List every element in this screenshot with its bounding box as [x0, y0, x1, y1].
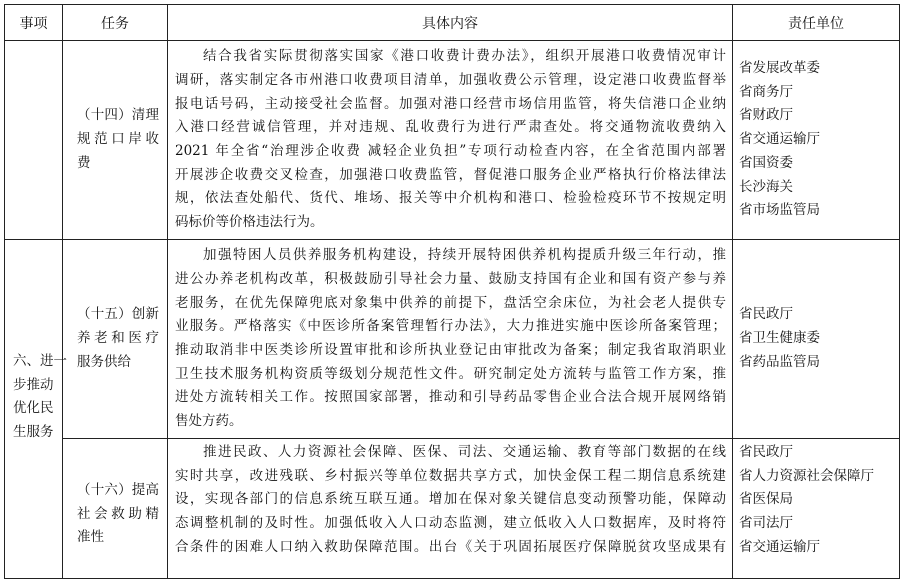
text-line: 省人力资源社会保障厅: [739, 467, 874, 484]
text-line: 优化民: [13, 400, 54, 417]
text-line: 长沙海关: [739, 178, 793, 195]
text-line: 售处方药。: [175, 413, 243, 430]
text-line: 报电话号码，主动接受社会监督。加强对港口经营市场信用监管，将失信港口企业纳: [175, 95, 726, 112]
text-line: 省卫生健康委: [739, 330, 820, 347]
text-line: 推进民政、人力资源社会保障、医保、司法、交通运输、教育等部门数据的在线: [203, 444, 726, 460]
text-line: 结合我省实际贯彻落实国家《港口收费计费办法》，组织开展港口收费情况审计: [203, 48, 726, 65]
text-line: 社会救助精: [77, 505, 159, 522]
text-line: 费: [77, 154, 91, 171]
table-row: [5, 240, 900, 439]
text-line: 加强特困人员供养服务机构建设，持续开展特困供养机构提质升级三年行动，推: [203, 247, 726, 264]
responsible-unit-cell: [733, 439, 900, 579]
text-line: 进处方流转相关工作。按照国家部署，推动和引导药品零售企业合法合规开展网络销: [175, 389, 726, 406]
text-line: 准性: [77, 529, 104, 546]
text-line: （十六）提高: [77, 482, 159, 498]
text-line: 开展涉企收费交叉检查，加强港口收费监管，督促港口服务企业严格执行价格法律法: [175, 166, 726, 183]
text-line: 实时共享，改进残联、乡村振兴等单位数据共享方式，加快金保工程二期信息系统建: [175, 467, 726, 484]
text-line: 业服务。严格落实《中医诊所备案管理暂行办法》，大力推进实施中医诊所备案管理；: [175, 318, 726, 335]
text-line: 调研，落实制定各市州港口收费项目清单，加强收费公示管理，设定港口收费监督举: [175, 71, 726, 88]
text-line: 省司法厅: [739, 515, 793, 532]
task-cell: [63, 439, 168, 579]
responsible-unit-cell: [733, 240, 900, 439]
text-line: 省民政厅: [739, 306, 793, 323]
text-line: 规范口岸收: [77, 131, 159, 148]
text-line: 六、进一: [13, 353, 67, 369]
header-row: [5, 5, 900, 41]
category-cell-empty: [5, 41, 63, 240]
task-cell: [63, 41, 168, 240]
header-item: 事项: [5, 5, 63, 41]
text-line: 省医保局: [739, 491, 793, 508]
text-line: 态调整机制的及时性。加强低收入人口动态监测，建立低收入人口数据库，及时将符: [175, 515, 726, 532]
category-cell: [5, 240, 67, 579]
text-line: 省交通运输厅: [739, 131, 820, 148]
header-content: 具体内容: [168, 5, 733, 41]
text-line: 省民政厅: [739, 444, 793, 460]
table-row: [5, 41, 900, 240]
text-line: 老服务，在优先保障兜底对象集中供养的前提下，盘活空余床位，为社会老人提供专: [175, 294, 726, 311]
text-line: 省商务厅: [739, 83, 793, 100]
text-line: 养老和医疗: [77, 330, 159, 347]
text-line: 合条件的困难人口纳入救助保障范围。出台《关于巩固拓展医疗保障脱贫攻坚成果有: [175, 538, 726, 555]
text-line: 步推动: [13, 376, 54, 393]
text-line: 省交通运输厅: [739, 538, 820, 555]
content-cell: [168, 240, 733, 439]
table-row: [5, 439, 900, 579]
content-cell: [168, 41, 733, 240]
text-line: 省发展改革委: [739, 60, 820, 77]
text-line: 省市场监管局: [739, 202, 820, 219]
text-line: 省财政厅: [739, 107, 793, 124]
text-line: 服务供给: [77, 353, 131, 370]
task-cell: [63, 240, 168, 439]
text-line: 2021 年全省“治理涉企收费 减轻企业负担”专项行动检查内容，在全省范围内部署: [175, 143, 726, 159]
text-line: 卫生技术服务机构资质等级划分规范性文件。研究制定处方流转与监管工作方案，推: [175, 365, 726, 382]
text-line: 进公办养老机构改革，积极鼓励引导社会力量、鼓励支持国有企业和国有资产参与养: [175, 270, 726, 287]
header-task: 任务: [63, 5, 168, 41]
policy-task-table: [4, 4, 900, 579]
content-cell: [168, 439, 733, 579]
text-line: 规，依法查处船代、货代、堆场、报关等中介机构和港口、检验检疫环节不按规定明: [175, 190, 726, 207]
text-line: 设，实现各部门的信息系统互联互通。增加在保对象关键信息变动预警功能，保障动: [175, 491, 726, 508]
text-line: 码标价等价格违法行为。: [175, 214, 324, 231]
responsible-unit-cell: [733, 41, 900, 240]
header-responsible-unit: 责任单位: [733, 5, 900, 41]
text-line: 推动取消非中医类诊所设置审批和诊所执业登记由审批改为备案；制定我省取消职业: [175, 342, 726, 358]
text-line: （十五）创新: [77, 306, 159, 323]
text-line: 入港口经营诚信管理，并对违规、乱收费行为进行严肃查处。将交通物流收费纳入: [175, 119, 726, 136]
text-line: 省药品监管局: [739, 353, 820, 370]
text-line: 生服务: [13, 424, 54, 441]
text-line: 省国资委: [739, 154, 793, 171]
text-line: （十四）清理: [77, 107, 159, 124]
